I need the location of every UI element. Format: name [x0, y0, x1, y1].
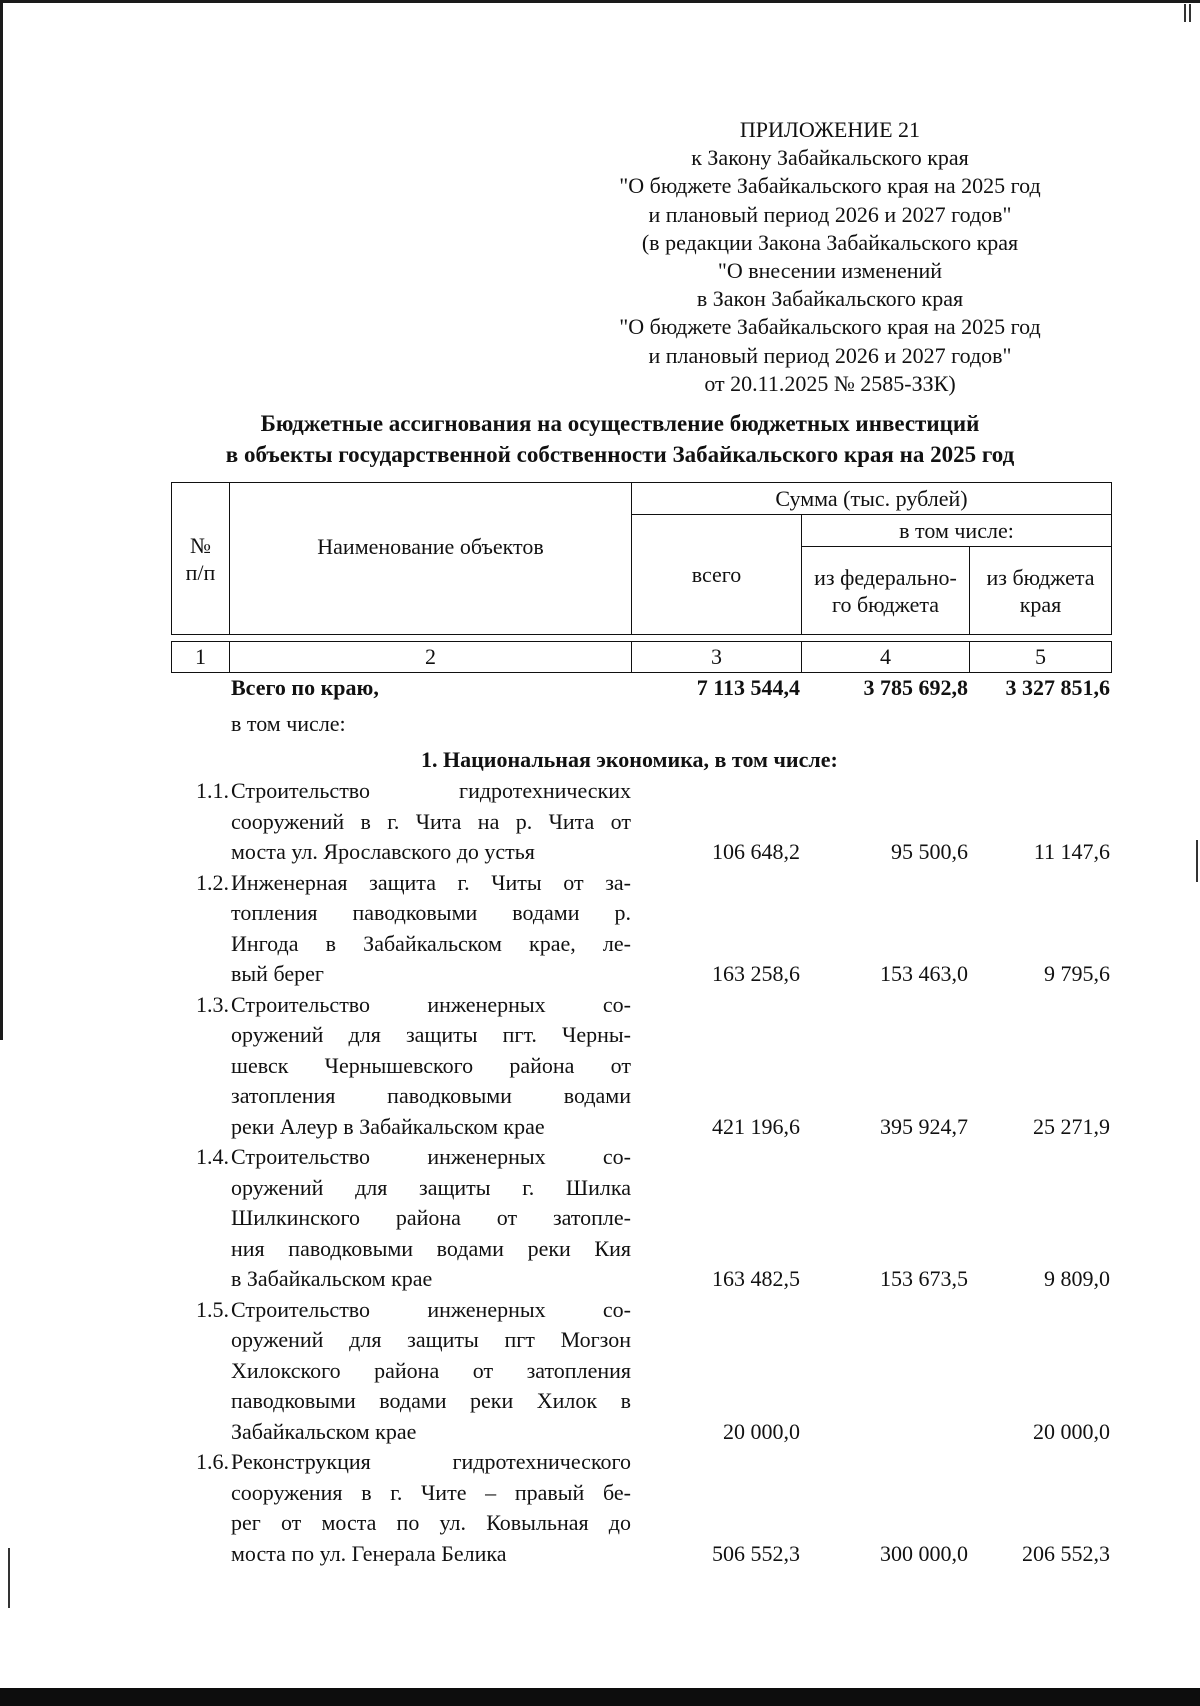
row-name-line: реки Алеур в Забайкальском крае — [231, 1113, 545, 1139]
row-regional: 11 147,6 — [1033, 839, 1110, 864]
column-number: 1 — [172, 642, 230, 673]
row-name — [231, 776, 631, 868]
appendix-line: ПРИЛОЖЕНИЕ 21 — [739, 117, 921, 142]
row-name-line: в Забайкальском крае — [231, 1266, 433, 1291]
row-total: 106 648,2 — [712, 839, 800, 864]
appendix-line: от 20.11.2025 № 2585-ЗЗК) — [704, 370, 956, 396]
row-name-line: паводковыми водами реки Хилок в — [231, 1388, 631, 1413]
row-name-line: Реконструкция гидротехнического — [231, 1449, 631, 1474]
row-name-line: рег от моста по ул. Ковыльная до — [231, 1510, 631, 1535]
row-name-line: Забайкальском крае — [231, 1418, 417, 1444]
scan-mark — [1189, 4, 1191, 22]
appendix-line: к Закону Забайкальского края — [691, 145, 969, 171]
appendix-line: (в редакции Закона Забайкальского края — [641, 229, 1019, 255]
column-number: 5 — [970, 642, 1112, 673]
row-number: 1.3. — [196, 991, 229, 1017]
appendix-line: "О бюджете Забайкальского края на 2025 год — [619, 173, 1041, 199]
row-total: 506 552,3 — [712, 1540, 800, 1566]
row-name-line: ния паводковыми водами реки Кия — [231, 1235, 631, 1261]
row-name-line: оружений для защиты пгт. Черны- — [231, 1022, 631, 1047]
scan-border-left — [0, 0, 3, 1040]
row-regional: 20 000,0 — [1033, 1418, 1110, 1444]
row-name — [231, 1142, 631, 1295]
column-number: 4 — [802, 642, 970, 673]
row-total: 421 196,6 — [712, 1113, 800, 1139]
totals-regional: 3 327 851,6 — [1005, 675, 1110, 700]
row-number: 1.6. — [196, 1449, 229, 1474]
row-name-line: Строительство инженерных со- — [231, 1144, 631, 1169]
header-sum-cell: Сумма (тыс. рублей) — [632, 483, 1112, 515]
row-name — [231, 990, 631, 1143]
header-total-cell: всего — [632, 515, 802, 635]
row-total: 20 000,0 — [723, 1418, 800, 1444]
row-name — [231, 1295, 631, 1448]
header-number-bottom: п/п — [185, 559, 216, 585]
row-federal: 395 924,7 — [880, 1113, 968, 1139]
totals-federal: 3 785 692,8 — [863, 675, 968, 700]
row-name-line: Хилокского района от затопления — [231, 1357, 631, 1383]
appendix-line: в Закон Забайкальского края — [696, 286, 964, 312]
row-name-line: Строительство инженерных со- — [231, 991, 631, 1017]
section-title: 1. Национальная экономика, в том числе: — [421, 747, 838, 772]
column-number: 2 — [230, 642, 632, 673]
header-regional-cell — [970, 547, 1112, 635]
row-total: 163 258,6 — [712, 961, 800, 986]
scan-border-top — [0, 0, 1200, 3]
row-number: 1.5. — [196, 1296, 229, 1322]
title-line-2: в объекты государственной собственности Забайкальского края на 2025 год — [225, 442, 1015, 467]
appendix-line: "О внесении изменений — [717, 258, 943, 284]
row-name-line: затопления паводковыми водами — [231, 1083, 631, 1108]
appendix-line: и плановый период 2026 и 2027 годов" — [648, 201, 1012, 227]
appendix-line: "О бюджете Забайкальского края на 2025 год — [619, 314, 1041, 340]
appendix-line: и плановый период 2026 и 2027 годов" — [648, 342, 1012, 368]
header-name-cell: Наименование объектов — [230, 483, 632, 635]
row-name-line: Шилкинского района от затопле- — [231, 1205, 631, 1230]
row-name — [231, 1447, 631, 1569]
row-name-line: Строительство гидротехнических — [231, 778, 631, 803]
table-header — [171, 482, 1112, 635]
row-regional: 25 271,9 — [1033, 1113, 1110, 1139]
totals-label: Всего по краю, — [231, 675, 379, 700]
title-line-1: Бюджетные ассигнования на осуществление бюджетных инвестиций — [260, 411, 980, 436]
row-name — [231, 868, 631, 990]
row-name-line: сооружения в г. Чите – правый бе- — [231, 1479, 631, 1505]
row-number: 1.1. — [196, 778, 229, 803]
row-name-line: моста по ул. Генерала Белика — [231, 1540, 507, 1566]
row-federal: 300 000,0 — [880, 1540, 968, 1566]
row-name-line: вый берег — [231, 961, 324, 986]
row-name-line: Строительство инженерных со- — [231, 1296, 631, 1322]
row-name-line: сооружений в г. Чита на р. Чита от — [231, 808, 631, 834]
row-number: 1.4. — [196, 1144, 229, 1169]
scan-border-bottom — [0, 1688, 1200, 1706]
totals-total: 7 113 544,4 — [696, 675, 800, 700]
header-including-cell: в том числе: — [802, 515, 1112, 547]
header-federal-cell — [802, 547, 970, 635]
row-name-line: шевск Чернышевского района от — [231, 1052, 631, 1078]
appendix-header — [560, 116, 1100, 398]
column-numbers-row — [171, 641, 1112, 673]
row-name-line: оружений для защиты пгт Могзон — [231, 1327, 631, 1352]
totals-including: в том числе: — [231, 711, 346, 736]
row-name-line: топления паводковыми водами р. — [231, 900, 631, 925]
row-name-line: Инженерная защита г. Читы от за- — [231, 869, 631, 895]
row-regional: 9 795,6 — [1044, 961, 1110, 986]
header-federal-line: го бюджета — [831, 591, 939, 617]
row-federal: 95 500,6 — [891, 839, 968, 864]
scan-mark — [1184, 4, 1186, 22]
header-number-top: № — [190, 532, 211, 558]
row-regional: 206 552,3 — [1022, 1540, 1110, 1566]
row-name-line: оружений для защиты г. Шилка — [231, 1174, 631, 1200]
header-federal-line: из федерально- — [814, 564, 957, 590]
scan-mark — [8, 1548, 10, 1608]
header-regional-line: края — [1019, 591, 1062, 617]
row-federal: 153 463,0 — [880, 961, 968, 986]
row-name-line: моста ул. Ярославского до устья — [231, 839, 535, 864]
row-regional: 9 809,0 — [1044, 1266, 1110, 1291]
header-number-cell — [172, 483, 230, 635]
column-number: 3 — [632, 642, 802, 673]
document-title — [150, 408, 1090, 470]
row-name-line: Ингода в Забайкальском крае, ле- — [231, 930, 631, 956]
header-regional-line: из бюджета — [986, 564, 1095, 590]
row-federal: 153 673,5 — [880, 1266, 968, 1291]
scan-mark — [1196, 840, 1198, 882]
row-total: 163 482,5 — [712, 1266, 800, 1291]
row-number: 1.2. — [196, 869, 229, 895]
